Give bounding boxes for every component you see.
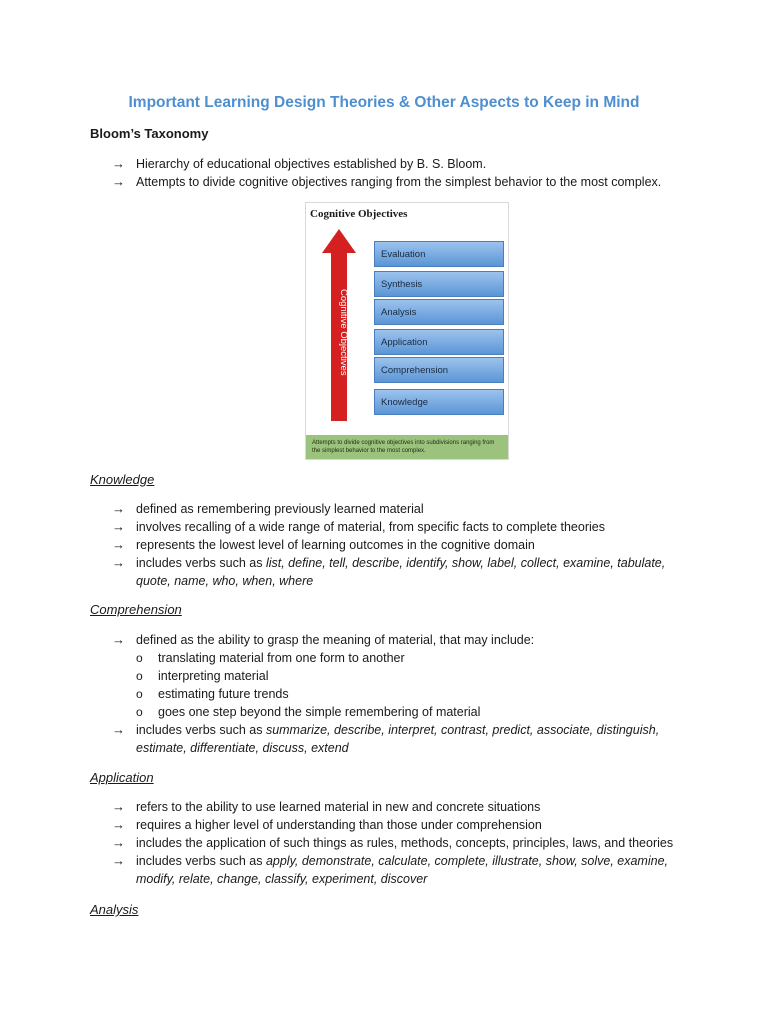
page-title: Important Learning Design Theories & Other Aspects to Keep in Mind	[128, 94, 640, 111]
arrow-right-icon: →	[112, 799, 125, 814]
arrow-right-icon: →	[112, 156, 125, 171]
heading-knowledge: Knowledge	[90, 472, 155, 487]
figure-caption: Attempts to divide cognitive objectives into subdivisions ranging from the simplest behavior to the most complex.	[306, 435, 508, 459]
circle-bullet-icon: o	[136, 669, 143, 683]
list-item: o estimating future trends	[136, 687, 289, 701]
heading-analysis: Analysis	[90, 902, 139, 917]
level-analysis: Analysis	[374, 299, 504, 325]
comprehension-sublist	[136, 649, 692, 721]
heading-comprehension: Comprehension	[90, 602, 182, 617]
list-item: o interpreting material	[136, 669, 269, 683]
arrow-right-icon: →	[112, 722, 125, 737]
circle-bullet-icon: o	[136, 651, 143, 665]
arrow-label: Cognitive Objectives	[338, 288, 349, 376]
arrow-right-icon: →	[112, 501, 125, 516]
list-item: o translating material from one form to another	[136, 651, 405, 665]
arrow-right-icon: →	[112, 519, 125, 534]
list-item: → includes verbs such as list, define, tell, describe, identify, show, label, collect, examine, tabulate, quote, name, who, when, where	[112, 555, 666, 588]
heading-application: Application	[90, 770, 154, 785]
blooms-list	[112, 155, 692, 191]
list-item: → defined as remembering previously learned material	[112, 501, 424, 516]
list-item: → Attempts to divide cognitive objectives ranging from the simplest behavior to the most complex.	[112, 174, 662, 189]
level-synthesis: Synthesis	[374, 271, 504, 297]
list-item: → includes verbs such as summarize, describe, interpret, contrast, predict, associate, distinguish, estimate, differentiate, discuss, extend	[112, 722, 660, 755]
arrow-right-icon: →	[112, 632, 125, 647]
list-item: → refers to the ability to use learned material in new and concrete situations	[112, 799, 541, 814]
list-item: → requires a higher level of understanding than those under comprehension	[112, 817, 542, 832]
application-list	[112, 798, 692, 888]
arrow-right-icon: →	[112, 537, 125, 552]
list-item: o goes one step beyond the simple remembering of material	[136, 705, 481, 719]
list-item: → represents the lowest level of learning outcomes in the cognitive domain	[112, 537, 535, 552]
level-evaluation: Evaluation	[374, 241, 504, 267]
arrow-right-icon: →	[112, 835, 125, 850]
arrow-right-icon: →	[112, 853, 125, 868]
list-item: → includes the application of such things as rules, methods, concepts, principles, laws, and theories	[112, 835, 674, 850]
level-comprehension: Comprehension	[374, 357, 504, 383]
level-application: Application	[374, 329, 504, 355]
circle-bullet-icon: o	[136, 705, 143, 719]
list-item: → defined as the ability to grasp the meaning of material, that may include: o translating material from one form to another o interpreting material o estimating future trends o goes one step beyond the simple remembering of material	[112, 631, 692, 721]
arrow-right-icon: →	[112, 174, 125, 189]
list-item: → involves recalling of a wide range of material, from specific facts to complete theories	[112, 519, 605, 534]
level-knowledge: Knowledge	[374, 389, 504, 415]
figure-title: Cognitive Objectives	[310, 208, 408, 220]
list-item: → includes verbs such as apply, demonstrate, calculate, complete, illustrate, show, solve, examine, modify, relate, change, classify, experiment, discover	[112, 853, 668, 886]
comprehension-list	[112, 631, 692, 757]
section-title-blooms: Bloom’s Taxonomy	[90, 126, 209, 141]
circle-bullet-icon: o	[136, 687, 143, 701]
list-item: → Hierarchy of educational objectives established by B. S. Bloom.	[112, 156, 487, 171]
knowledge-list	[112, 500, 692, 590]
cognitive-objectives-figure	[305, 202, 509, 460]
arrow-right-icon: →	[112, 555, 125, 570]
arrow-right-icon: →	[112, 817, 125, 832]
